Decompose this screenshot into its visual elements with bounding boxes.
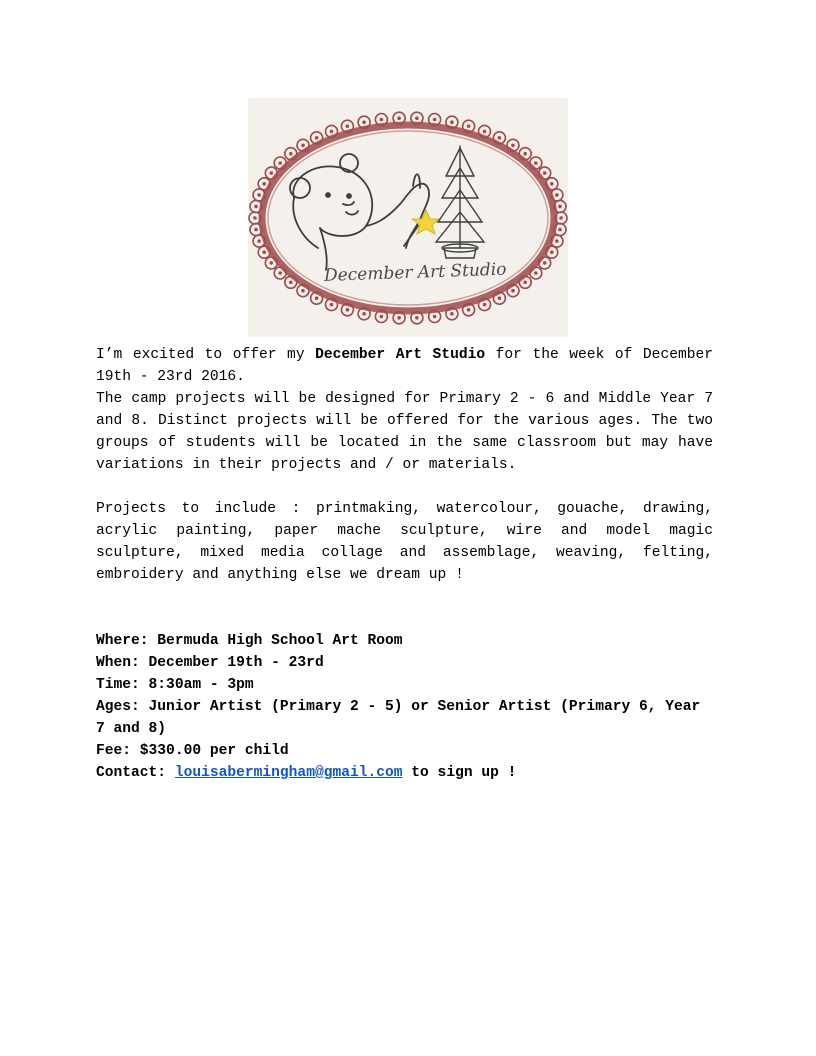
scallop-dot [556, 240, 558, 242]
scallop-dot [270, 172, 272, 174]
scallop-dot [363, 313, 365, 315]
scallop-dot [263, 183, 265, 185]
scallop-dot [498, 297, 500, 299]
scallop-dot [416, 117, 418, 119]
scallop-dot [434, 119, 436, 121]
scallop-dot [380, 119, 382, 121]
december-art-studio-logo [248, 98, 568, 337]
star-icon [412, 210, 440, 234]
logo-illustration [248, 98, 568, 337]
scallop-dot [544, 172, 546, 174]
scallop-dot [484, 304, 486, 306]
intro-text-2: for the week of December 19th - 23rd 2016. [96, 347, 713, 385]
scallop-dot [484, 130, 486, 132]
scallop-dot [331, 304, 333, 306]
projects-paragraph: Projects to include : printmaking, watercolour, gouache, drawing, acrylic painting, paper mache sculpture, wire and model magic sculpture, mixed media collage and assemblage, weaving, felting, embroidery and anything else we dream up ! [96, 501, 713, 583]
scallop-dot [512, 290, 514, 292]
scallop-dot [535, 272, 537, 274]
fee-line: Fee: $330.00 per child [96, 743, 289, 759]
scallop-dot [380, 316, 382, 318]
scallop-dot [556, 194, 558, 196]
scallop-dot [398, 317, 400, 319]
scallop-dot [290, 153, 292, 155]
scallop-dot [551, 251, 553, 253]
scallop-dot [544, 262, 546, 264]
scallop-dot [279, 272, 281, 274]
contact-label: Contact: [96, 765, 175, 781]
scallop-dot [559, 205, 561, 207]
scallop-dot [551, 183, 553, 185]
scallop-dot [290, 281, 292, 283]
scallop-dot [279, 162, 281, 164]
scallop-dot [451, 313, 453, 315]
scallop-dot [270, 262, 272, 264]
scallop-dot [535, 162, 537, 164]
camp-paragraph: The camp projects will be designed for Primary 2 - 6 and Middle Year 7 and 8. Distinct projects will be offered for the various ages. The two groups of students will be located in the same classroom but may have variations in their projects and / or materials. [96, 391, 713, 473]
scallop-dot [255, 229, 257, 231]
scallop-dot [258, 194, 260, 196]
contact-email-link[interactable]: louisabermingham@gmail.com [174, 765, 403, 781]
scallop-dot [255, 205, 257, 207]
scallop-dot [258, 240, 260, 242]
where-line: Where: Bermuda High School Art Room [96, 633, 403, 649]
intro-text-1: I’m excited to offer my [96, 347, 316, 363]
scallop-dot [363, 121, 365, 123]
scallop-dot [316, 297, 318, 299]
scallop-dot [331, 130, 333, 132]
christmas-tree-drawing [436, 146, 484, 258]
document-body [96, 344, 713, 784]
scallop-dot [524, 281, 526, 283]
contact-suffix: to sign up ! [402, 765, 517, 781]
studio-name: December Art Studio [315, 347, 486, 363]
scallop-dot [468, 309, 470, 311]
scallop-dot [498, 137, 500, 139]
scallop-dot [316, 137, 318, 139]
details-block [96, 630, 713, 784]
scallop-dot [302, 290, 304, 292]
time-line: Time: 8:30am - 3pm [96, 677, 254, 693]
logo-handwritten-text: December Art Studio [323, 259, 507, 286]
scallop-dot [263, 251, 265, 253]
ages-line: Ages: Junior Artist (Primary 2 - 5) or Senior Artist (Primary 6, Year 7 and 8) [96, 699, 701, 737]
scallop-dot [468, 125, 470, 127]
scallop-dot [346, 309, 348, 311]
scallop-dot [254, 217, 256, 219]
scallop-dot [512, 144, 514, 146]
scallop-dot [451, 121, 453, 123]
scallop-dot [434, 316, 436, 318]
scallop-dot [560, 217, 562, 219]
bear-drawing [290, 154, 429, 270]
when-line: When: December 19th - 23rd [96, 655, 324, 671]
scallop-dot [346, 125, 348, 127]
scallop-dot [398, 117, 400, 119]
scallop-dot [524, 153, 526, 155]
scallop-dot [416, 317, 418, 319]
scallop-dot [302, 144, 304, 146]
scallop-dot [559, 229, 561, 231]
oval-frame [262, 125, 554, 311]
scalloped-border [249, 112, 567, 324]
contact-line [96, 762, 713, 784]
intro-paragraph [96, 344, 713, 388]
